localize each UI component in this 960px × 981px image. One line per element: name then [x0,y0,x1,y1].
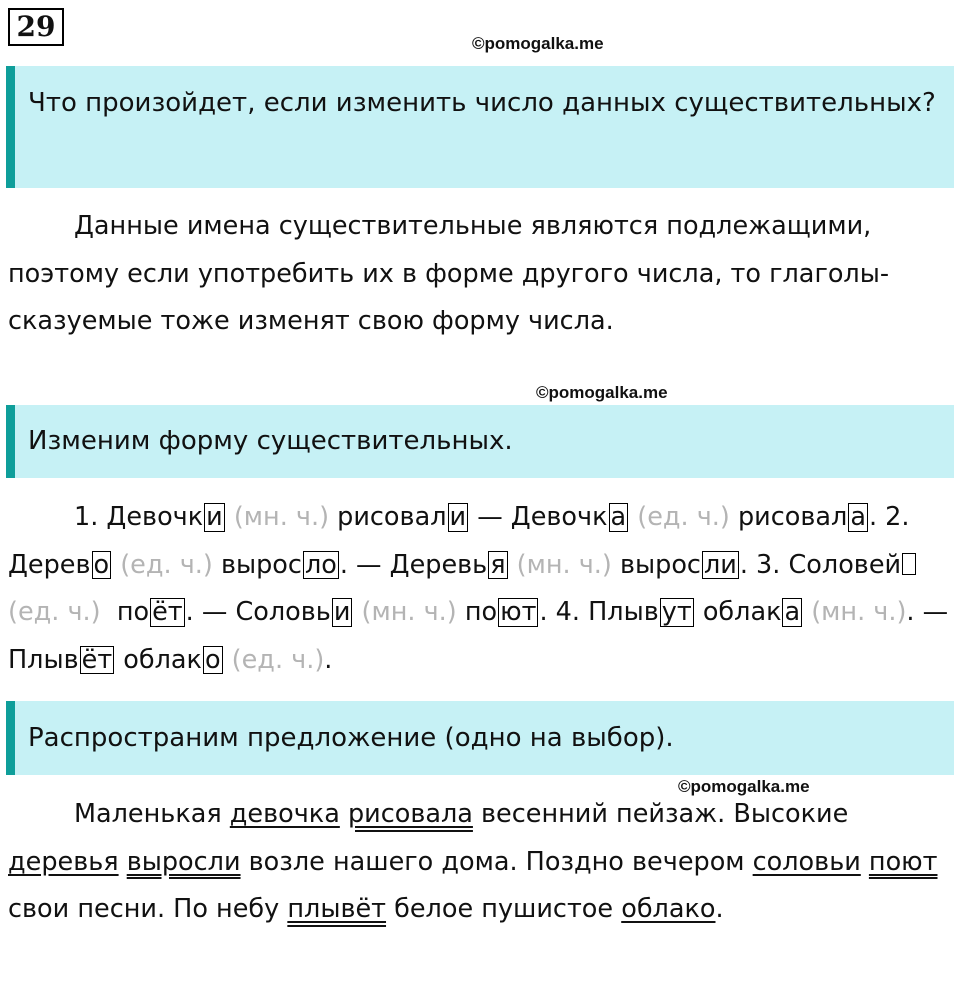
predicate: плывёт [287,894,387,924]
predicate: выросли [126,846,241,877]
exercise: 1. Девочк и (мн. ч.) рисовал и — Девочк а (ед. ч.) рисовал а . 2. Дерев о (ед. ч.) вырос ло . — Деревь я (мн. ч.) вырос ли . 3. Соловей (ед. ч.) по ёт . — Соловь и (мн. ч.) по ют . 4. Плыв ут облак а (мн. ч.). — Плыв ёт облак о (ед. ч.). [8,502,949,675]
answer-3: Маленькая девочка рисовала весенний пейзаж. Высокие деревья выросли возле нашего дома. Поздно вечером соловьи поют свои песни. По небу плывёт белое пушистое облако. [8,799,938,924]
subject: облако [621,894,716,924]
question-1: Что произойдет, если изменить число данных существительных? [6,66,954,188]
watermark: ©pomogalka.me [678,777,810,796]
question-3: Распространим предложение (одно на выбор). [6,701,954,775]
question-2: Изменим форму существительных. [6,405,954,478]
answer-1: Данные имена существительные являются подлежащими, поэтому если употребить их в форме другого числа, то глаголы-сказуемые тоже изменят свою форму числа. [8,211,890,336]
watermark: ©pomogalka.me [536,383,668,402]
predicate: поют [868,846,938,877]
subject: деревья [8,846,119,877]
task-number: 29 [8,8,64,46]
watermark: ©pomogalka.me [472,34,604,53]
subject: соловьи [752,846,861,877]
subject: девочка [229,799,340,829]
predicate: рисовала [347,799,473,829]
